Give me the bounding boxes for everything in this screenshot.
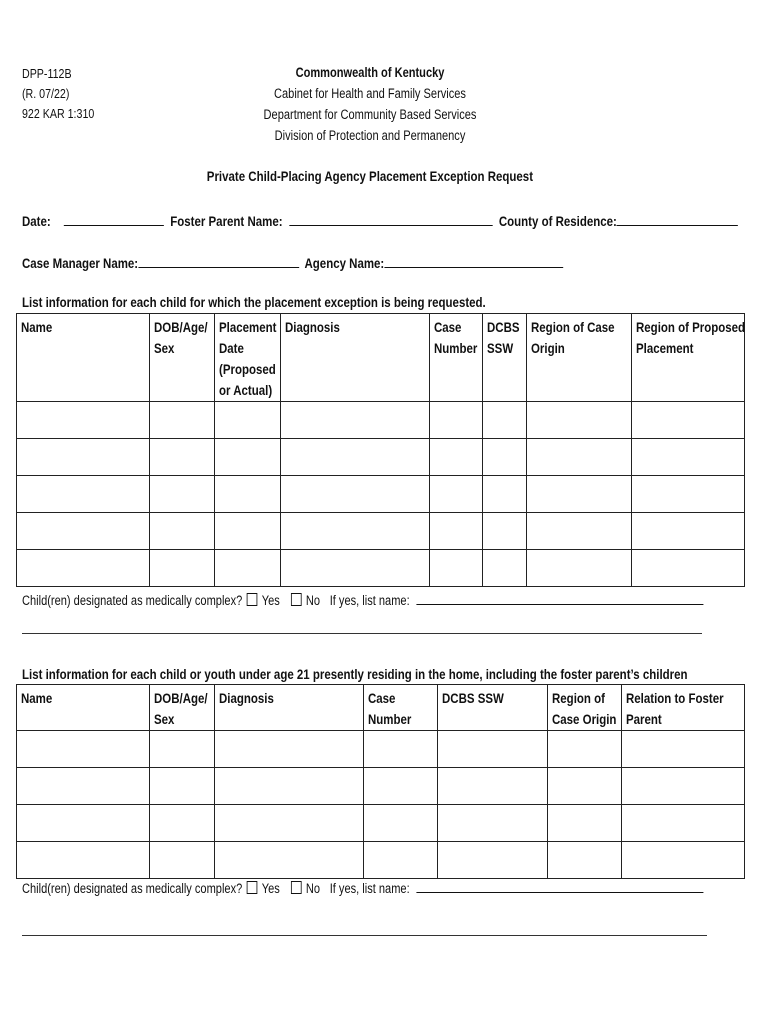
- agency-name-label: Agency Name:: [304, 255, 385, 271]
- medical-name-continuation-line[interactable]: [22, 935, 707, 936]
- identity-row: [22, 212, 738, 229]
- yes-checkbox[interactable]: [247, 593, 258, 606]
- medical-name-field[interactable]: [416, 591, 703, 605]
- header-region-case-origin: Region of Case Origin: [548, 685, 622, 731]
- yes-label: Yes: [261, 593, 280, 608]
- header-diagnosis: Diagnosis: [215, 685, 364, 731]
- header-name: Name: [17, 314, 150, 402]
- header-diagnosis: Diagnosis: [281, 314, 430, 402]
- header-placement-date: Placement Date (Proposed or Actual): [215, 314, 281, 402]
- county-label: County of Residence:: [498, 213, 617, 229]
- yes-checkbox[interactable]: [247, 881, 258, 894]
- section1-instruction: List information for each child for which the placement exception is being requested.: [22, 294, 486, 310]
- header-case-number: Case Number: [430, 314, 483, 402]
- form-revision: (R. 07/22): [22, 86, 70, 101]
- no-label: No: [305, 881, 321, 896]
- commonwealth-name: Commonwealth of Kentucky: [295, 65, 445, 80]
- header-name: Name: [17, 685, 150, 731]
- section2-medical-question: Child(ren) designated as medically complex? Yes No If yes, list name:: [22, 879, 703, 896]
- yes-label: Yes: [261, 881, 280, 896]
- table-row: [17, 805, 745, 842]
- if-yes-label: If yes, list name:: [329, 593, 410, 608]
- table-row: [17, 768, 745, 805]
- medical-name-continuation-line[interactable]: [22, 633, 702, 634]
- header-region-proposed-placement: Region of Proposed Placement: [632, 314, 745, 402]
- case-manager-label: Case Manager Name:: [22, 255, 139, 271]
- header-region-case-origin: Region of Case Origin: [527, 314, 632, 402]
- table-row: [17, 402, 745, 439]
- table-row: [17, 439, 745, 476]
- table-row: [17, 550, 745, 587]
- form-number: DPP-112B: [22, 66, 72, 81]
- form-regulation: 922 KAR 1:310: [22, 106, 95, 121]
- division-name: Division of Protection and Permanency: [274, 128, 466, 143]
- foster-parent-field[interactable]: [289, 212, 492, 226]
- household-children-table: [16, 684, 745, 879]
- header-case-number: Case Number: [364, 685, 438, 731]
- section2-instruction: List information for each child or youth under age 21 presently residing in the home, including the foster parent’s children: [22, 666, 688, 682]
- header-dcbs-ssw: DCBS SSW: [483, 314, 527, 402]
- date-label: Date:: [22, 213, 51, 229]
- table-row: [17, 842, 745, 879]
- document-title: Private Child-Placing Agency Placement Exception Request: [206, 168, 534, 184]
- no-checkbox[interactable]: [291, 881, 302, 894]
- date-field[interactable]: [64, 212, 164, 226]
- placement-children-table: [16, 313, 745, 587]
- no-label: No: [305, 593, 321, 608]
- department-name: Department for Community Based Services: [263, 107, 477, 122]
- table-row: [17, 513, 745, 550]
- agency-name-field[interactable]: [384, 254, 563, 268]
- section1-medical-question: Child(ren) designated as medically complex? Yes No If yes, list name:: [22, 591, 703, 608]
- header-relation-to-foster-parent: Relation to Foster Parent: [622, 685, 745, 731]
- cabinet-name: Cabinet for Health and Family Services: [274, 86, 466, 101]
- header-dob-age-sex: DOB/Age/ Sex: [150, 314, 215, 402]
- if-yes-label: If yes, list name:: [329, 881, 410, 896]
- header-dcbs-ssw: DCBS SSW: [438, 685, 548, 731]
- case-manager-field[interactable]: [138, 254, 299, 268]
- case-manager-row: [22, 254, 563, 271]
- no-checkbox[interactable]: [291, 593, 302, 606]
- table-row: [17, 476, 745, 513]
- agency-header: [0, 62, 740, 146]
- medical-name-field[interactable]: [416, 879, 703, 893]
- table-row: [17, 731, 745, 768]
- header-dob-age-sex: DOB/Age/ Sex: [150, 685, 215, 731]
- county-field[interactable]: [617, 212, 738, 226]
- foster-parent-label: Foster Parent Name:: [170, 213, 283, 229]
